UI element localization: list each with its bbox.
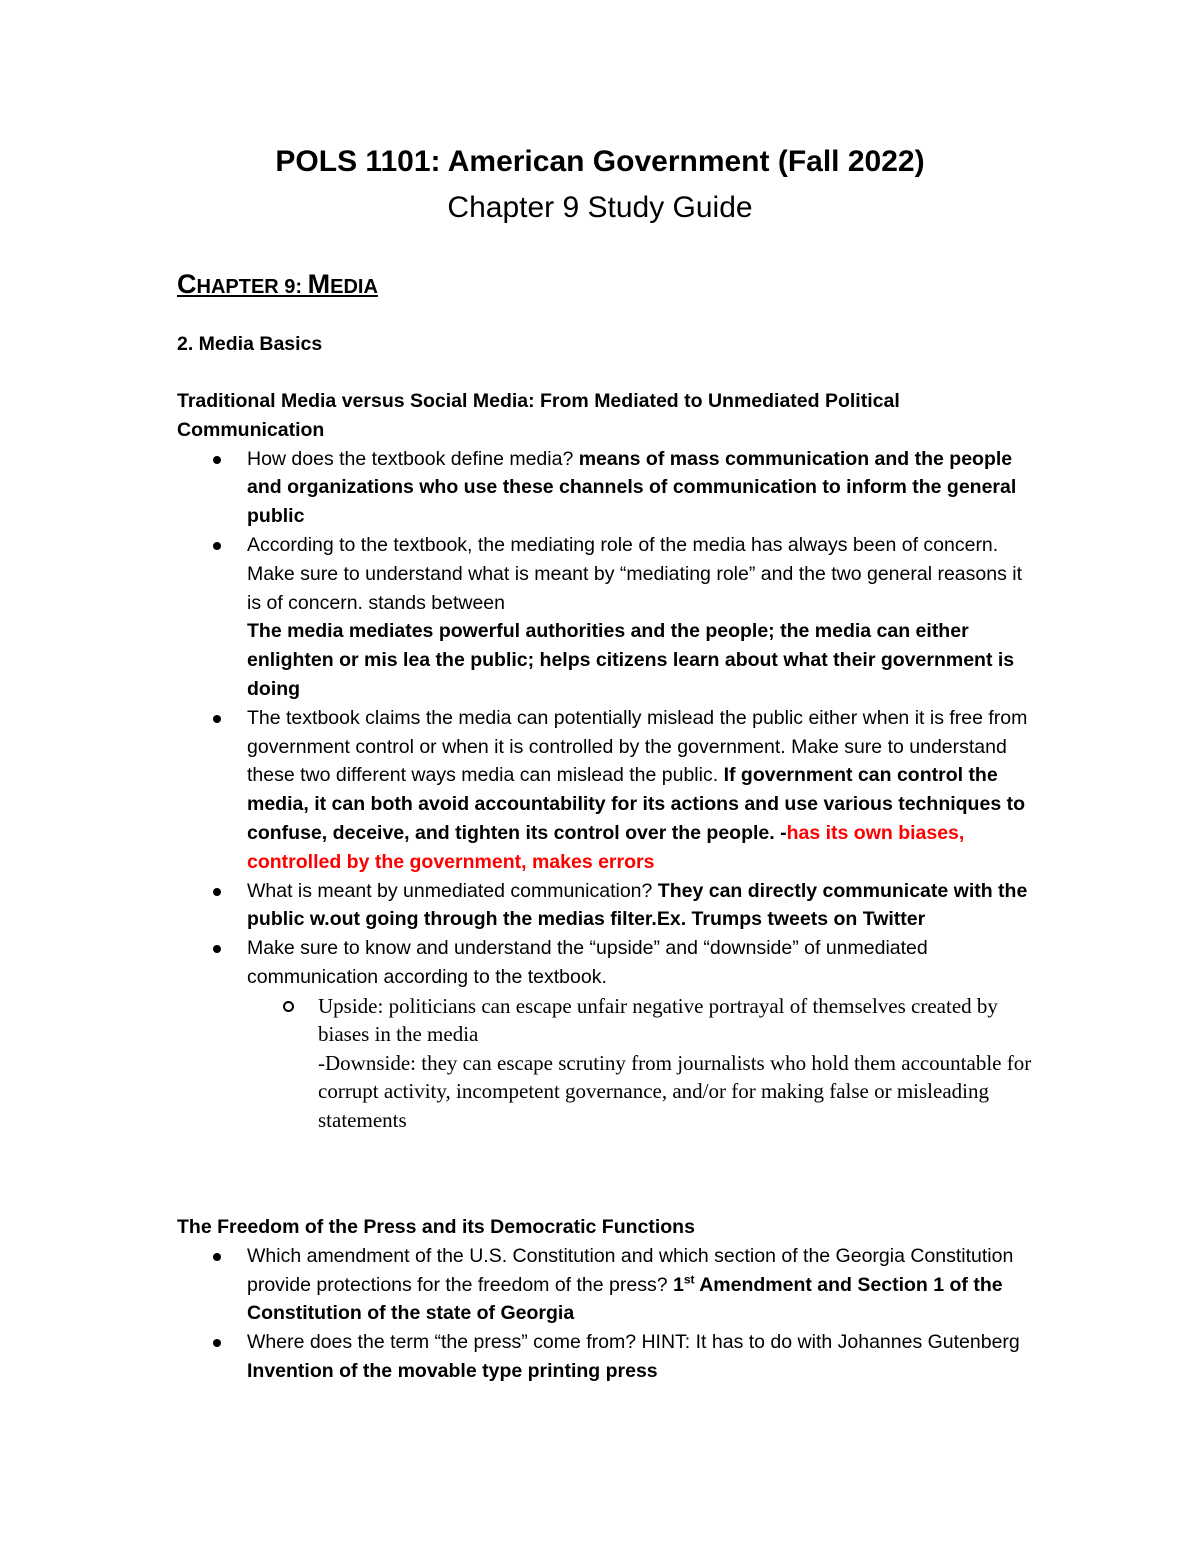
section-traditional-vs-social	[177, 387, 1037, 1134]
list-item	[177, 934, 1037, 992]
section-freedom-of-press	[177, 1213, 1037, 1386]
answer-text: Invention of the movable type printing press	[247, 1359, 658, 1382]
bullet-list	[177, 1242, 1037, 1386]
answer-text: The media mediates powerful authorities and the people; the media can either enlighten or mis lea the public; helps citizens learn about what their government is doing	[247, 620, 1015, 700]
document-title: POLS 1101: American Government (Fall 2022)	[275, 145, 925, 178]
answer-text: 1	[672, 1273, 684, 1296]
bullet-icon	[213, 888, 221, 896]
hollow-bullet-icon	[283, 1001, 294, 1012]
question-text: What is meant by unmediated communication?	[247, 879, 658, 902]
bullet-icon	[213, 542, 221, 550]
section-heading: Traditional Media versus Social Media: From Mediated to Unmediated Political Communication	[177, 390, 900, 441]
chapter-heading-edia: EDIA	[330, 276, 378, 298]
chapter-heading-m: M	[307, 269, 331, 299]
document-subtitle: Chapter 9 Study Guide	[447, 191, 753, 224]
list-item	[177, 1328, 1037, 1386]
chapter-heading-hapter: HAPTER 9:	[196, 276, 308, 298]
sub-list-item	[177, 992, 1037, 1135]
bullet-icon	[213, 945, 221, 953]
chapter-heading	[177, 266, 378, 305]
bullet-icon	[213, 715, 221, 723]
bullet-list	[177, 445, 1037, 992]
answer-superscript: st	[683, 1272, 695, 1287]
question-text: How does the textbook define media?	[247, 447, 579, 470]
answer-text: means of mass communication and the people and organizations who use these channels of communication to inform the general public	[247, 447, 1017, 528]
chapter-heading-c: C	[177, 269, 197, 299]
question-text: Where does the term “the press” come from? HINT: It has to do with Johannes Gutenberg	[247, 1331, 1020, 1354]
list-item	[177, 1242, 1037, 1328]
question-text: According to the textbook, the mediating role of the media has always been of concern. Make sure to understand what is meant by “mediating role” and the two general reasons it is of concern. stands between	[247, 533, 1023, 614]
list-item	[177, 445, 1037, 531]
section-number: 2. Media Basics	[177, 333, 323, 355]
list-item	[177, 877, 1037, 935]
bullet-icon	[213, 456, 221, 464]
question-text: Make sure to know and understand the “upside” and “downside” of unmediated communication according to the textbook.	[247, 937, 928, 988]
question-text: The textbook claims the media can potentially mislead the public either when it is free from government control or when it is controlled by the government. Make sure to understand these two different ways media can mislead the public.	[247, 706, 1028, 787]
downside-text: -Downside: they can escape scrutiny from journalists who hold them accountable for corrupt activity, incompetent governance, and/or for making false or misleading statements	[318, 1050, 1032, 1132]
answer-text: Amendment and Section 1 of the Constitution of the state of Georgia	[247, 1273, 1003, 1325]
section-heading: The Freedom of the Press and its Democratic Functions	[177, 1216, 695, 1238]
list-item	[177, 704, 1037, 877]
list-item	[177, 531, 1037, 704]
upside-text: Upside: politicians can escape unfair negative portrayal of themselves created by biases in the media	[318, 993, 998, 1047]
bullet-icon	[213, 1253, 221, 1261]
highlighted-answer-text: has its own biases, controlled by the government, makes errors	[247, 821, 965, 873]
answer-text: They can directly communicate with the public w.out going through the medias filter.Ex. Trumps tweets on Twitter	[247, 879, 1028, 931]
answer-text: If government can control the media, it can both avoid accountability for its actions and use various techniques to confuse, deceive, and tighten its control over the people. -	[247, 764, 1025, 844]
bullet-icon	[213, 1339, 221, 1347]
question-text: Which amendment of the U.S. Constitution and which section of the Georgia Constitution provide protections for the freedom of the press?	[247, 1244, 1014, 1296]
